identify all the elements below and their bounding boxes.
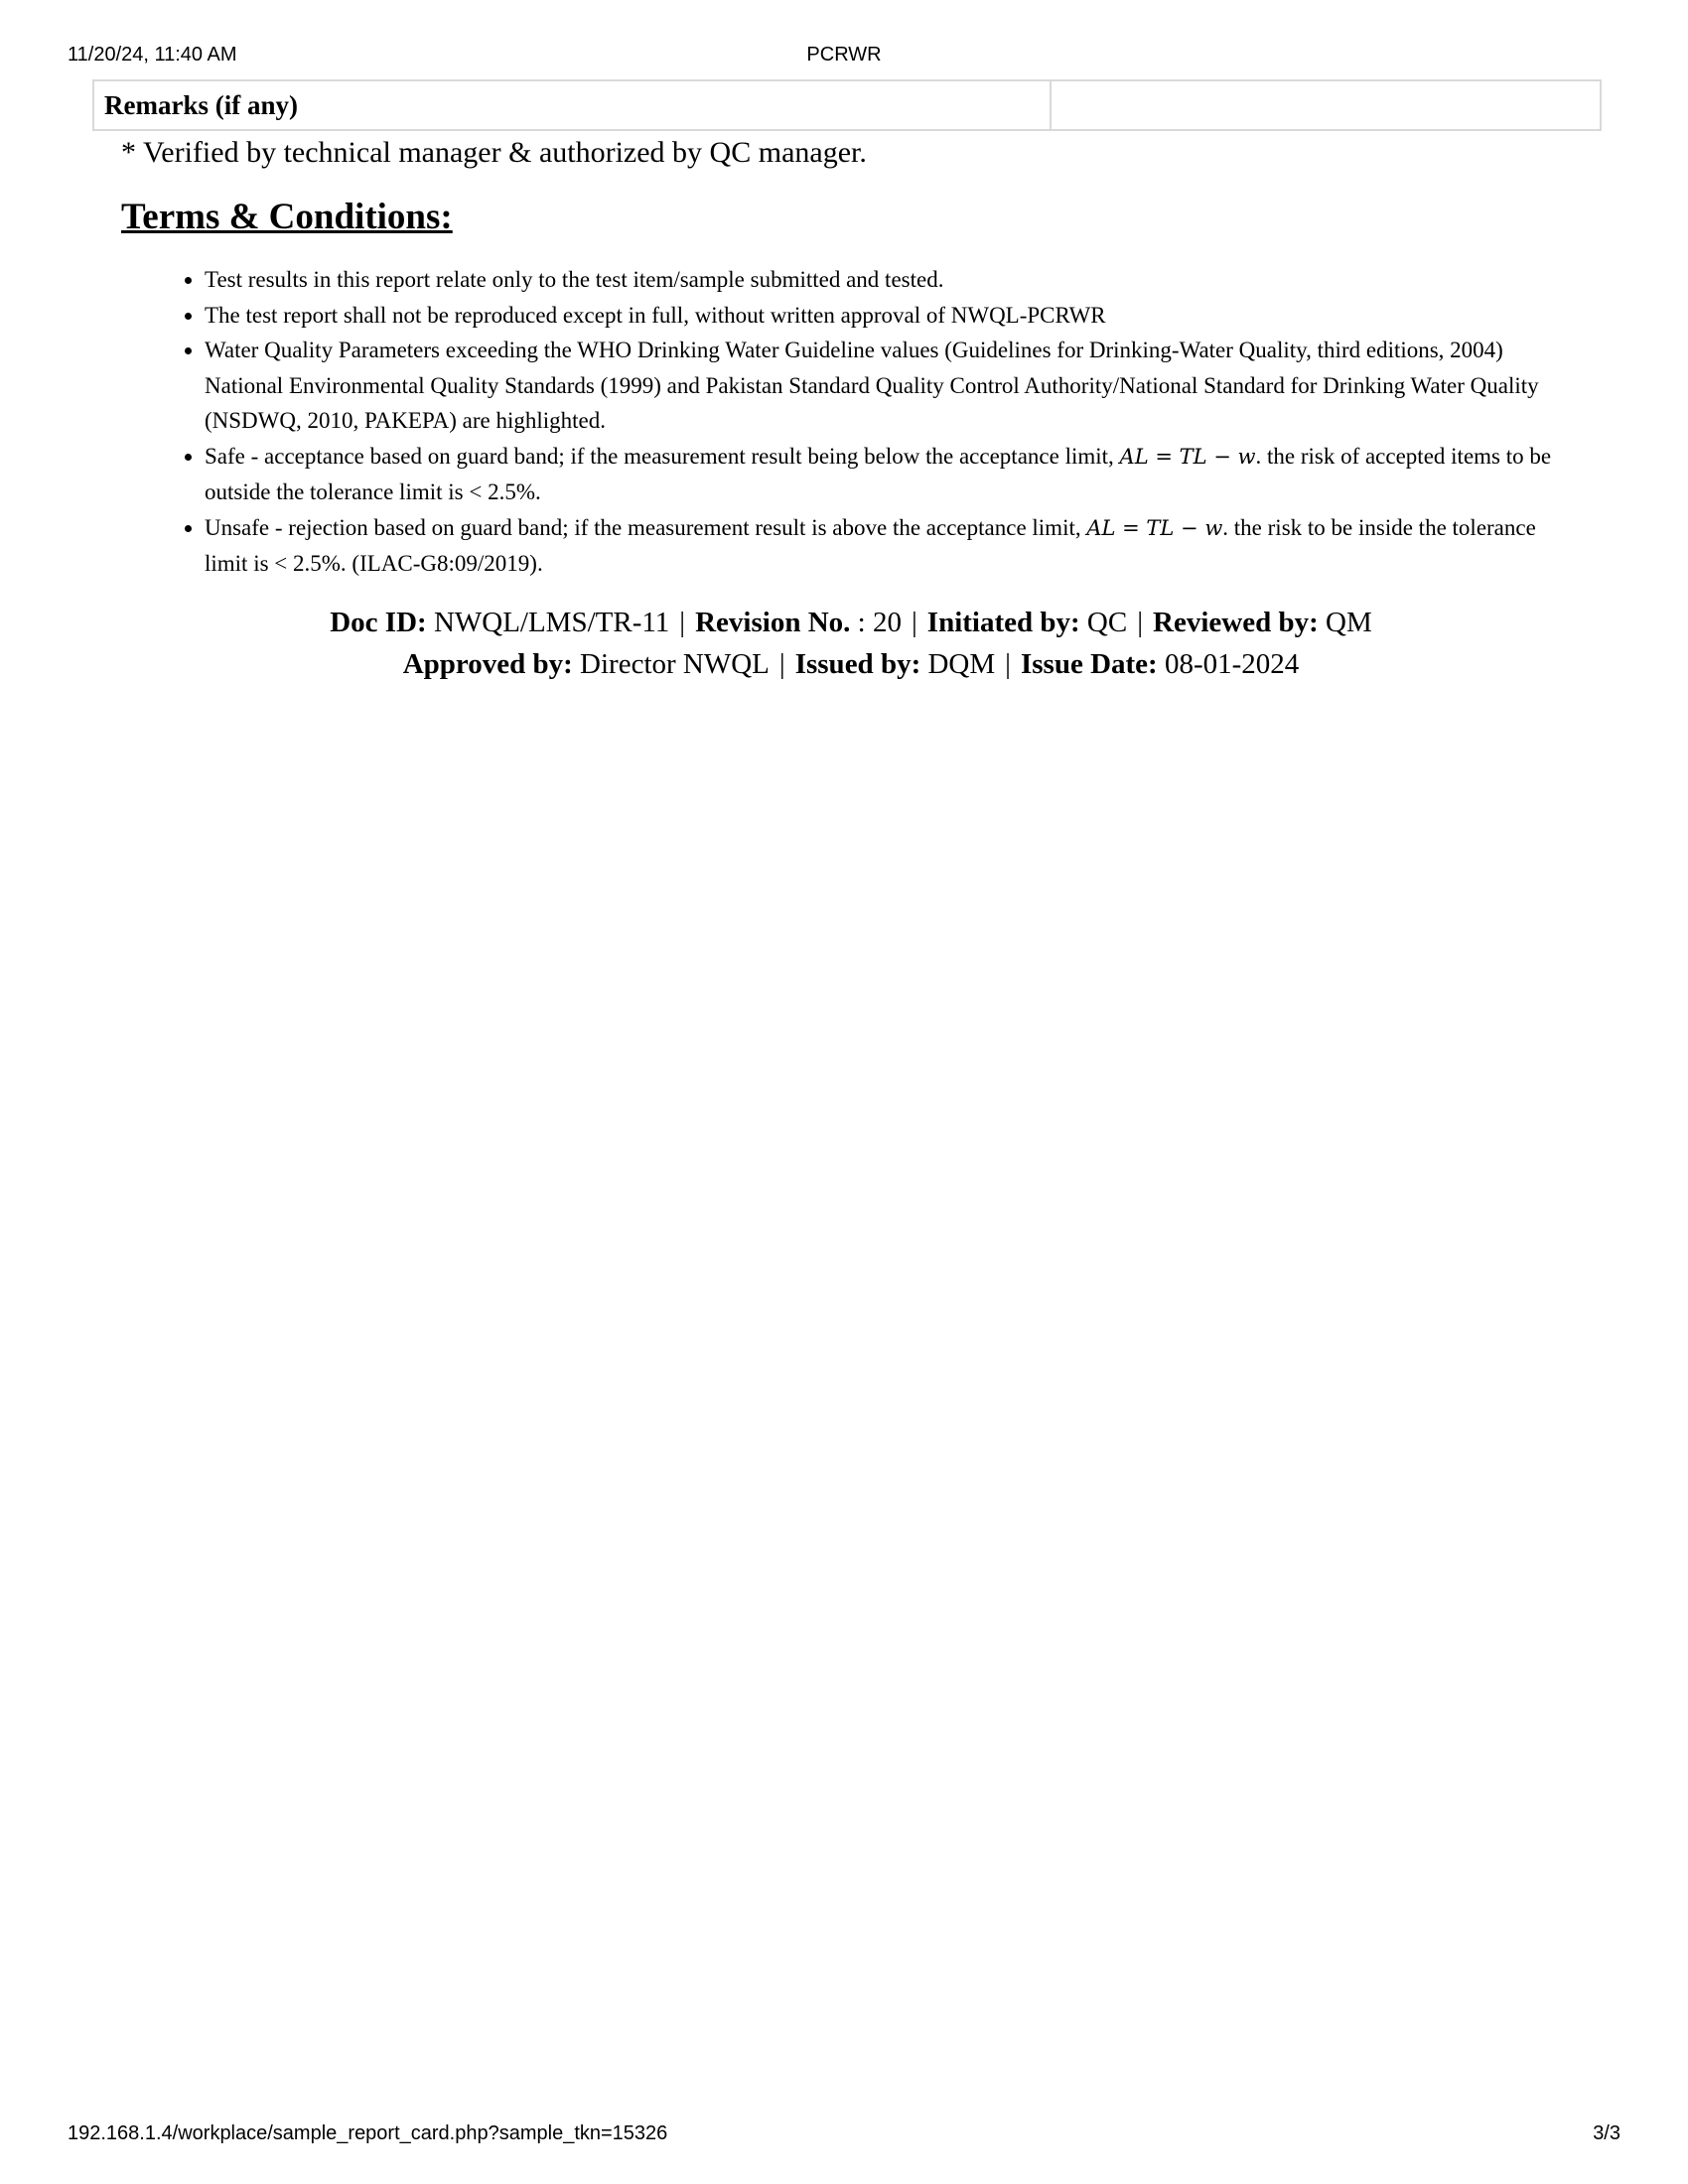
remarks-table [92,79,1602,131]
print-header [68,44,1620,69]
separator: | [911,606,917,638]
terms-title: Terms & Conditions: [121,197,453,237]
doc-info-line-1 [121,602,1581,643]
remarks-label: Remarks (if any) [93,80,1051,130]
separator: | [778,647,785,680]
doc-id-label: Doc ID: [330,606,427,638]
safe-formula: AL = TL − w [1119,444,1256,469]
print-title: PCRWR [806,44,882,66]
verified-note: * Verified by technical manager & authorized by QC manager. [121,136,867,169]
remarks-row [93,80,1601,130]
issued-label: Issued by: [794,647,921,680]
reviewed-by: QM [1326,606,1372,638]
initiated-label: Initiated by: [926,606,1080,638]
terms-item: • Test results in this report relate only to the test item/sample submitted and tested. [205,262,1581,298]
separator: | [1005,647,1011,680]
unsafe-formula: AL = TL − w [1086,515,1223,540]
report-content [121,133,1581,685]
terms-item: • The test report shall not be reproduced except in full, without written approval of NWQL-PCRWR [205,298,1581,334]
revision-label: Revision No. [695,606,851,638]
approved-by: Director NWQL [580,647,770,680]
doc-info [121,602,1581,685]
unsafe-text-after: . the risk to be inside the tolerance limit is < 2.5%. (ILAC-G8:09/2019). [205,514,1536,576]
separator: | [1137,606,1144,638]
approved-label: Approved by: [402,647,573,680]
print-url: 192.168.1.4/workplace/sample_report_card.php?sample_tkn=15326 [68,2122,668,2144]
separator: | [679,606,686,638]
terms-item-safe [205,439,1581,510]
reviewed-label: Reviewed by: [1153,606,1319,638]
terms-item: • Water Quality Parameters exceeding the WHO Drinking Water Guideline values (Guidelines for Drinking-Water Quality, third editions, 2004) National Environmental Quality Standards (1999) and Pakistan Standard Quality Control Authority/National Standard for Drinking Water Quality (NSDWQ, 2010, PAKEPA) are highlighted. [205,333,1581,439]
unsafe-text-before: Unsafe - rejection based on guard band; if the measurement result is above the acceptance limit, [205,514,1087,540]
safe-text-after: . the risk of accepted items to be outside the tolerance limit is < 2.5%. [205,443,1552,504]
terms-item-unsafe [205,510,1581,582]
doc-id: NWQL/LMS/TR-11 [433,606,670,638]
doc-info-line-2 [121,643,1581,685]
revision: : 20 [857,606,902,638]
initiated-by: QC [1086,606,1128,638]
issue-date: 08-01-2024 [1164,647,1300,680]
print-footer [68,2122,1620,2148]
issued-by: DQM [927,647,996,680]
issue-date-label: Issue Date: [1020,647,1158,680]
remarks-value [1051,80,1601,130]
page-number: 3/3 [1593,2122,1620,2144]
terms-list [121,262,1581,582]
safe-text-before: Safe - acceptance based on guard band; if the measurement result being below the acceptance limit, [205,443,1120,469]
print-datetime: 11/20/24, 11:40 AM [68,44,237,66]
